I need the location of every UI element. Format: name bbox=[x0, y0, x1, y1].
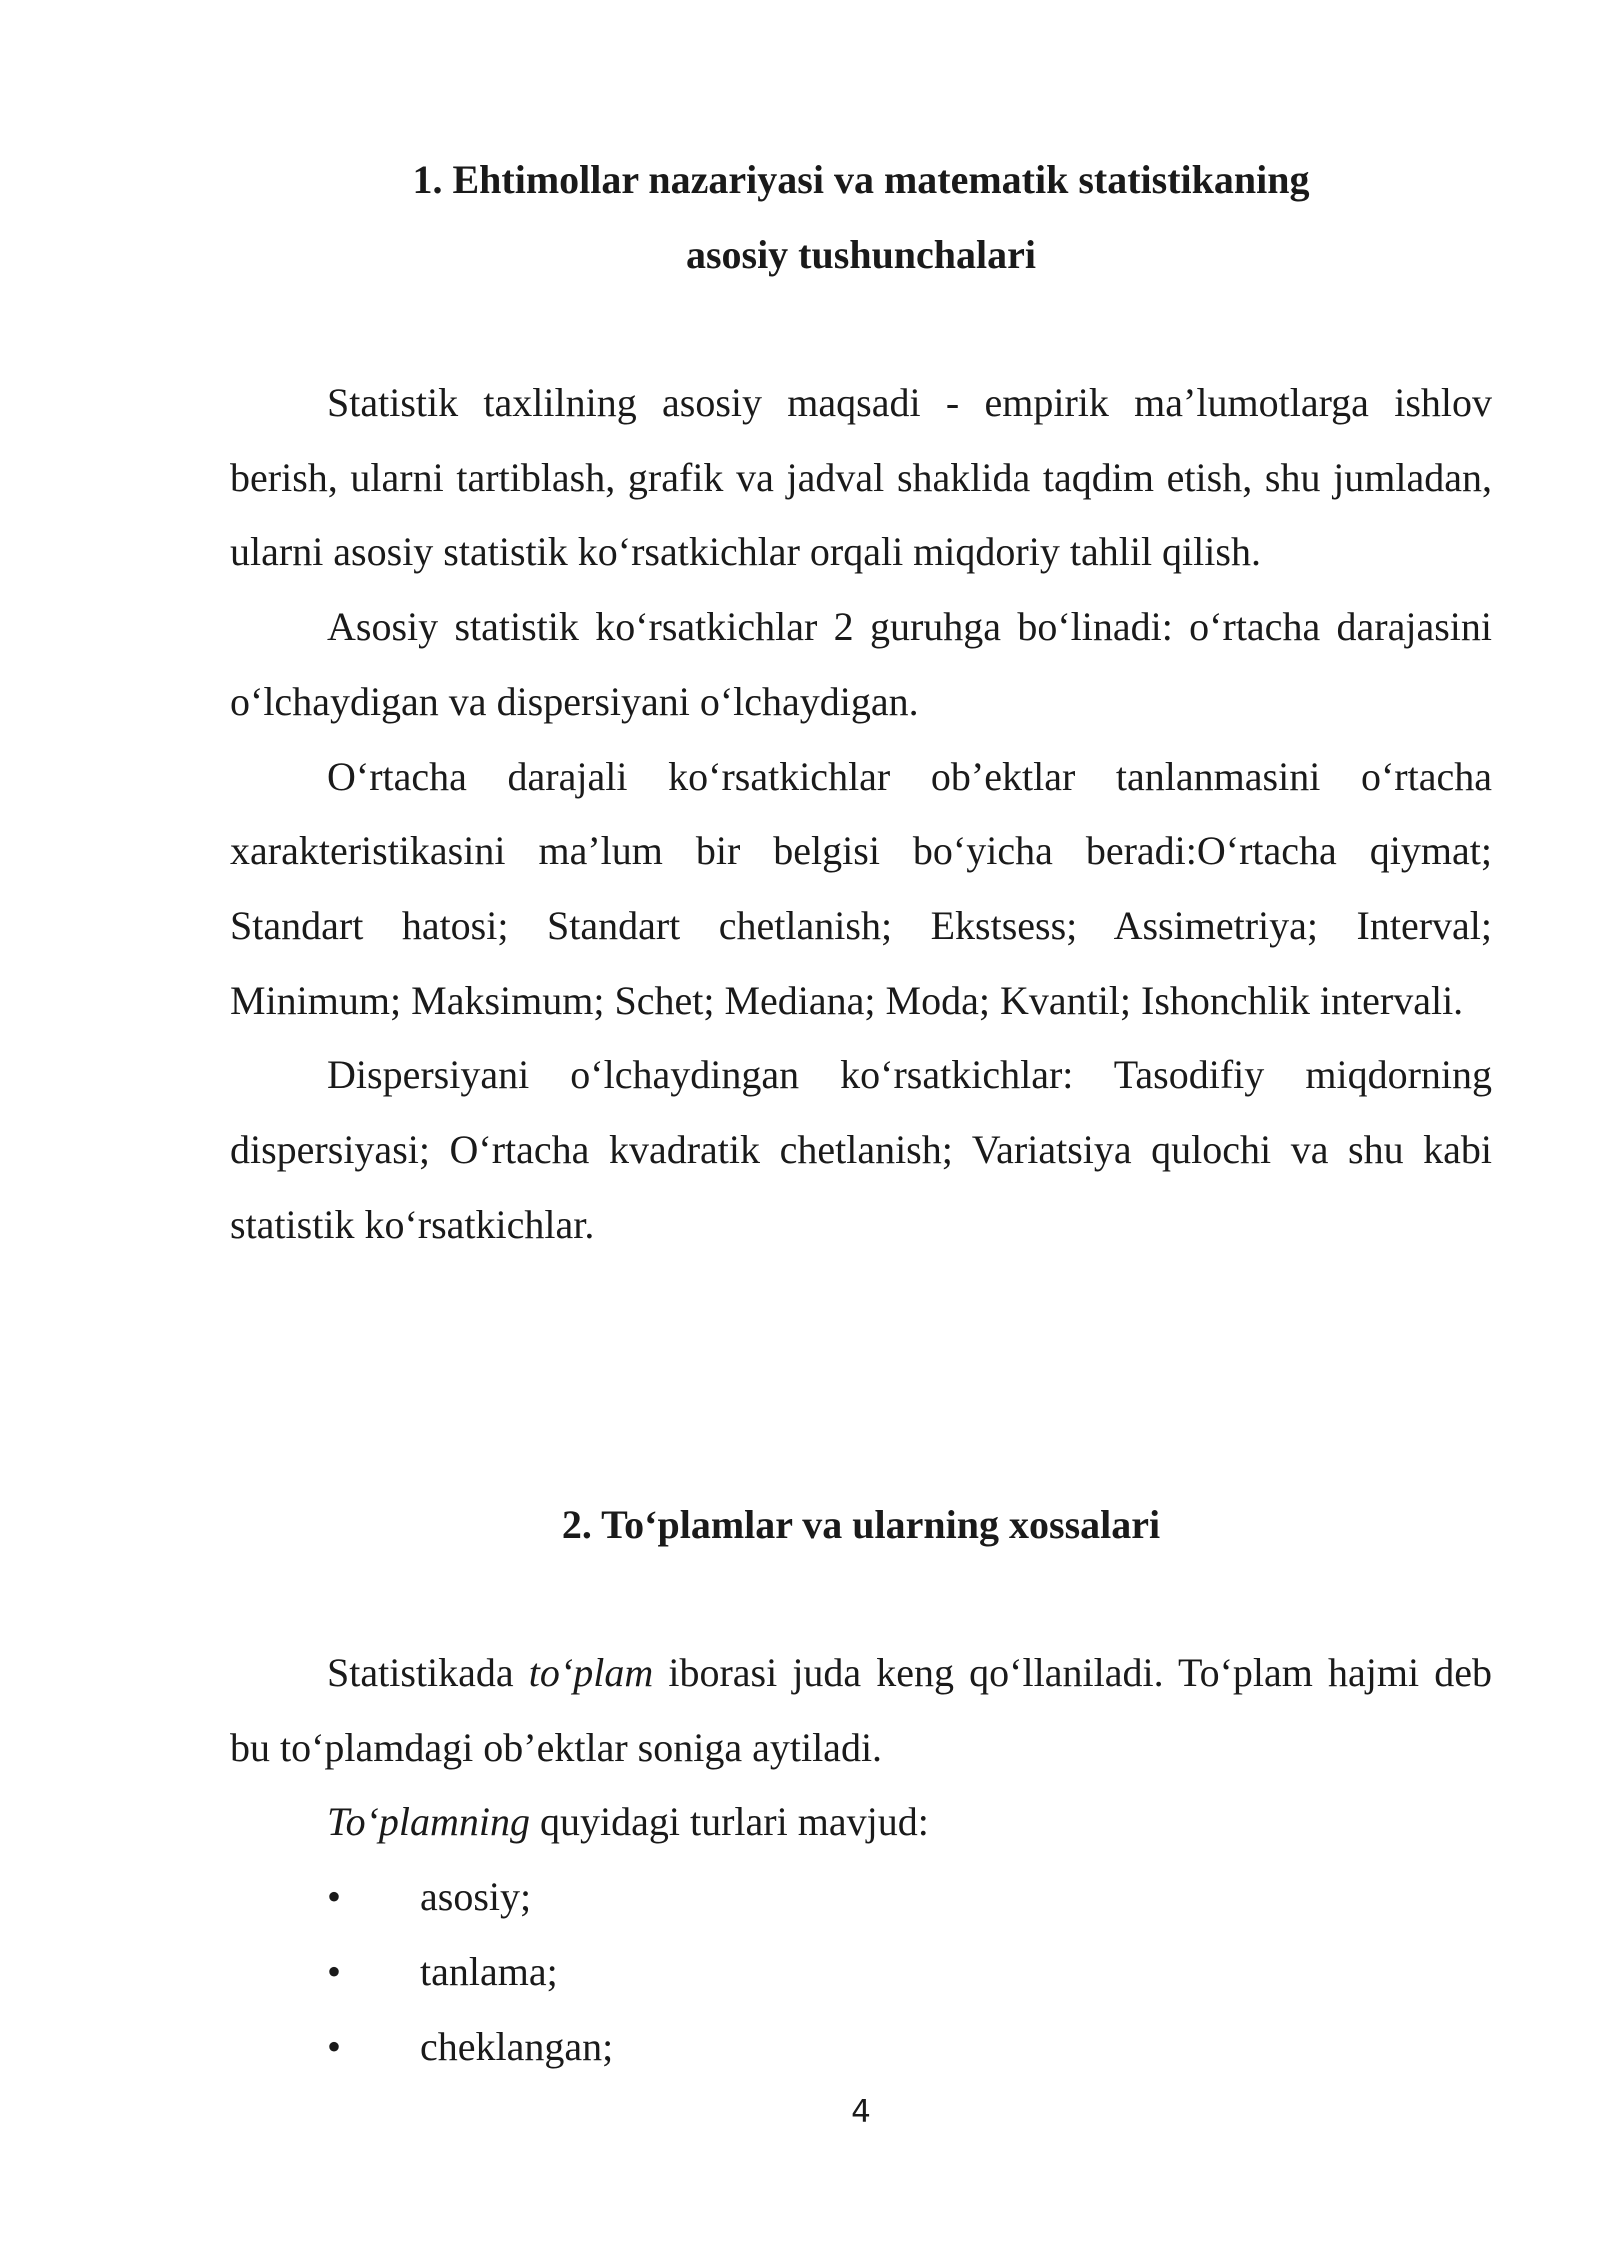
list-item bbox=[230, 1935, 1492, 2010]
italic-term: to‘plam bbox=[528, 1650, 654, 1695]
list-item bbox=[230, 2010, 1492, 2085]
paragraph: Dispersiyani o‘lchaydingan ko‘rsatkichlar: Tasodifiy miqdorning dispersiyasi; O‘rtacha kvadratik chetlanish; Variatsiya qulochi va shu kabi statistik ko‘rsatkichlar. bbox=[230, 1052, 1492, 1247]
bullet-icon: • bbox=[327, 1874, 342, 1920]
section1-heading bbox=[230, 142, 1492, 292]
paragraph bbox=[230, 1785, 1492, 1860]
section2-heading bbox=[230, 1487, 1492, 1562]
bullet-icon: • bbox=[327, 2023, 342, 2069]
section2-title: 2. To‘plamlar va ularning xossalari bbox=[561, 1502, 1161, 1547]
text-run: iborasi juda keng qo‘llaniladi. To‘plam hajmi deb bu to‘plamdagi ob’ektlar soniga aytiladi. bbox=[230, 1650, 1492, 1770]
section1-title-line1: 1. Ehtimollar nazariyasi va matematik statistikaning bbox=[412, 157, 1310, 202]
italic-term: To‘plamning bbox=[327, 1799, 531, 1845]
section1-title-line2: asosiy tushunchalari bbox=[685, 232, 1037, 277]
bullet-list bbox=[230, 1860, 1492, 2084]
list-item-text: cheklangan; bbox=[420, 2023, 614, 2069]
text-run: Statistikada bbox=[327, 1650, 529, 1695]
bullet-icon: • bbox=[327, 1948, 342, 1994]
paragraph bbox=[230, 1636, 1492, 1785]
section2-body bbox=[230, 1636, 1492, 2084]
document-page bbox=[230, 0, 1492, 2262]
section1-body bbox=[230, 366, 1492, 1262]
paragraph: Asosiy statistik ko‘rsatkichlar 2 guruhga bo‘linadi: o‘rtacha darajasini o‘lchaydigan va dispersiyani o‘lchaydigan. bbox=[230, 604, 1492, 724]
page-number: 4 bbox=[851, 2094, 871, 2130]
list-item-text: tanlama; bbox=[420, 1948, 558, 1994]
paragraph: Statistik taxlilning asosiy maqsadi - empirik ma’lumotlarga ishlov berish, ularni tartiblash, grafik va jadval shaklida taqdim etish, shu jumladan, ularni asosiy statistik ko‘rsatkichlar orqali miqdoriy tahlil qilish. bbox=[230, 380, 1492, 575]
list-item bbox=[230, 1860, 1492, 1935]
paragraph: O‘rtacha darajali ko‘rsatkichlar ob’ektlar tanlanmasini o‘rtacha xarakteristikasini ma’lum bir belgisi bo‘yicha beradi:O‘rtacha qiymat; Standart hatosi; Standart chetlanish; Ekstsess; Assimetriya; Interval; Minimum; Maksimum; Schet; Mediana; Moda; Kvantil; Ishonchlik intervali. bbox=[230, 753, 1492, 1023]
list-item-text: asosiy; bbox=[420, 1874, 532, 1920]
text-run: quyidagi turlari mavjud: bbox=[530, 1799, 929, 1845]
